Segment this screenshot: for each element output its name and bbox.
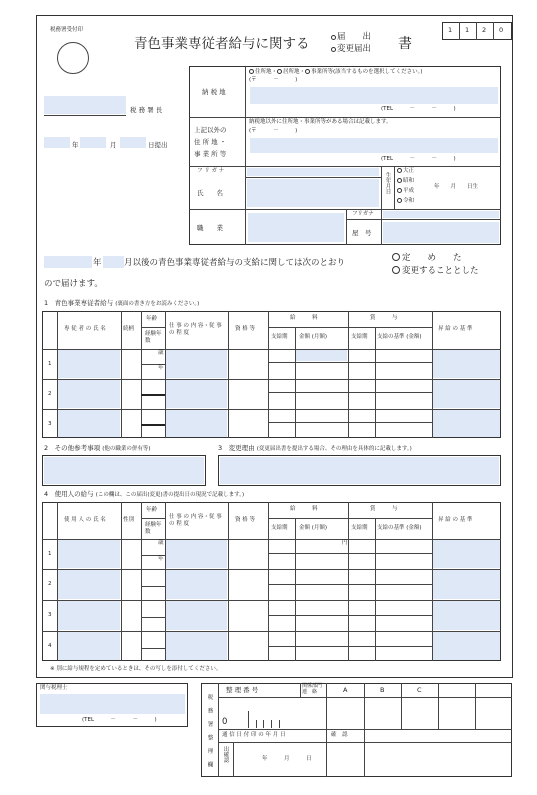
s1-row2-fill[interactable] — [58, 380, 120, 408]
date-day-input[interactable] — [120, 137, 146, 148]
s4-row-number: 1 — [48, 551, 52, 557]
s1-row1-fill[interactable] — [433, 350, 500, 378]
s4-h-salary: 給 料 — [290, 506, 318, 512]
notice-year: 年 — [93, 258, 102, 268]
notice-text: 月以後の青色事業専従者給与の支給に関しては次のとおり — [124, 258, 346, 268]
kakunin-label: 確 認 — [331, 732, 348, 738]
form-code-digit: 1 — [465, 26, 470, 34]
date-year-input[interactable] — [44, 137, 70, 148]
tsushin-label: 通 信 日 付 印 の 年 月 日 — [222, 732, 286, 738]
s1-row-number: 3 — [48, 421, 52, 427]
section1-title: 1 青色事業専従者給与 (裏面の書き方をお読みください。) — [44, 299, 200, 307]
place-options: 住所地・ 居所地・ 事業所等(該当するものを選択してください。) — [249, 69, 423, 76]
s1-row1-fill[interactable] — [166, 350, 227, 378]
other-note: 納税地以外に住所地・事業所等がある場合は記載します。 — [249, 119, 392, 125]
s1-h-bonus-period: 支給期 — [351, 334, 368, 340]
other-address-input[interactable] — [250, 138, 498, 153]
radio-icon — [249, 69, 254, 74]
s4-row3-fill[interactable] — [166, 601, 227, 630]
era-option[interactable]: 大正 — [397, 168, 414, 175]
place-label: 納 税 地 — [202, 88, 226, 96]
s1-row3-fill[interactable] — [433, 410, 500, 437]
s4-row3-fill[interactable] — [58, 601, 120, 630]
s4-h-years: 経験年数 — [145, 522, 162, 535]
era-option[interactable]: 平成 — [397, 188, 414, 195]
s4-row-number: 2 — [48, 581, 52, 587]
occupation-input[interactable] — [248, 213, 344, 242]
col-c: C — [417, 686, 422, 694]
radio-icon — [397, 178, 402, 183]
notice-year-input[interactable] — [44, 256, 92, 268]
s1-row-number: 2 — [48, 391, 52, 397]
s4-h-age: 年齢 — [146, 507, 158, 513]
tax-office-input[interactable] — [44, 96, 126, 114]
date-month-input[interactable] — [80, 137, 106, 148]
s1-h-qual: 資 格 等 — [235, 326, 255, 332]
col-b: B — [380, 686, 385, 694]
radio-icon — [277, 69, 282, 74]
shop-furigana: フリガナ — [352, 211, 374, 217]
s1-row1-fill[interactable] — [296, 350, 347, 361]
section4-title: 4 使用人の給与 (この欄は、この届出(変更)書の提出日の現況で記載します。) — [44, 490, 245, 498]
s4-row3-fill[interactable] — [433, 601, 500, 630]
radio-icon — [331, 47, 336, 52]
radio-icon — [305, 69, 310, 74]
date-day-label: 日提出 — [148, 141, 168, 149]
radio-icon — [392, 266, 400, 274]
s4-row1-fill[interactable] — [433, 540, 500, 568]
notice-tail: ので届けます。 — [44, 279, 103, 289]
s4-h-raise: 昇 給 の 基 準 — [438, 517, 473, 523]
s4-row-number: 4 — [48, 643, 52, 649]
kankei-label: 関係部門連 絡 — [302, 683, 323, 695]
s1-h-relation: 続柄 — [123, 326, 135, 332]
stamp-label: 税務署受付印 — [50, 27, 84, 33]
s4-h-qual: 資 格 等 — [235, 517, 255, 523]
occupation-label: 職 業 — [197, 224, 223, 232]
s1-row1-fill[interactable] — [58, 350, 120, 378]
radio-icon — [397, 198, 402, 203]
shop-label: 屋 号 — [352, 229, 372, 237]
s4-h-amount: 金額 (月額) — [299, 525, 328, 531]
accountant-tel: (TEL － － ) — [82, 717, 157, 723]
birth-ymd: 年 月 日生 — [434, 184, 479, 190]
other-tel: (TEL － － ) — [381, 156, 456, 162]
other-label: 住 所 地 ・ — [194, 138, 227, 146]
s4-row1-fill[interactable] — [58, 540, 120, 568]
s1-h-years: 経験年数 — [145, 331, 162, 344]
s1-h-job: 仕 事 の 内 容・従 事 の 程 度 — [169, 323, 222, 337]
col-a: A — [343, 686, 348, 694]
era-option[interactable]: 令和 — [397, 198, 414, 205]
opt-change-filing[interactable]: 変更届出 — [331, 45, 371, 54]
s4-h-sex: 性別 — [123, 517, 135, 523]
s4-age-unit: 歳 — [158, 540, 164, 546]
date-month-label: 月 — [110, 141, 117, 149]
s4-row4-fill[interactable] — [433, 632, 500, 660]
place-input[interactable] — [250, 87, 498, 104]
s4-year-unit: 年 — [158, 556, 164, 562]
s4-h-name: 使 用 人 の 氏 名 — [64, 517, 106, 523]
shop-furigana-input[interactable] — [383, 211, 499, 218]
shusshin-label: 出確認 — [222, 746, 229, 763]
office-use-side-label: 税務署整理欄 — [206, 694, 213, 775]
radio-icon — [397, 168, 402, 173]
s1-h-amount: 金額 (月額) — [299, 334, 328, 340]
s4-h-job: 仕 事 の 内 容・従 事 の 程 度 — [169, 514, 222, 528]
form-code-digit: 0 — [499, 26, 504, 34]
section2-input[interactable] — [44, 457, 204, 484]
s4-h-pay-period: 支給期 — [271, 525, 288, 531]
s4-h-bonus: 賞 与 — [370, 506, 398, 512]
form-title: 青色事業専従者給与に関する — [134, 36, 310, 52]
other-label: 上記以外の — [194, 126, 227, 134]
place-tel: (TEL － － ) — [381, 106, 456, 112]
name-label: 氏 名 — [197, 189, 223, 197]
other-postal: (〒 － ) — [249, 128, 298, 134]
radio-icon — [392, 253, 400, 261]
ymd-label: 年 月 日 — [262, 756, 312, 762]
name-input[interactable] — [247, 179, 379, 207]
s1-h-pay-period: 支給期 — [271, 334, 288, 340]
date-year-label: 年 — [72, 141, 79, 149]
form-code-digit: 1 — [448, 26, 453, 34]
section3-title: 3 変更理由 (変更届出書を提出する場合、その理由を具体的に記載します。) — [218, 444, 412, 452]
s1-row3-fill[interactable] — [58, 410, 120, 437]
s1-row-number: 1 — [48, 361, 52, 367]
accountant-input[interactable] — [40, 694, 185, 714]
s1-h-age: 年齢 — [146, 316, 158, 322]
furigana-input[interactable] — [247, 168, 379, 176]
other-label: 事 業 所 等 — [194, 150, 227, 158]
place-postal: (〒 － ) — [249, 77, 298, 83]
s4-row2-fill[interactable] — [58, 570, 120, 599]
notice-opt-fixed[interactable]: 定 め た — [392, 253, 462, 263]
form-title-suffix: 書 — [398, 36, 412, 52]
s1-row2-fill[interactable] — [433, 380, 500, 408]
shop-input[interactable] — [383, 222, 499, 243]
s1-h-name: 専 従 者 の 氏 名 — [64, 326, 106, 332]
s4-h-bonus-basis: 支給の基準 (金額) — [377, 525, 422, 531]
s1-year-unit: 年 — [158, 365, 164, 371]
s1-h-salary: 給 料 — [290, 315, 318, 321]
footnote: ※ 別に給与規程を定めているときは、その写しを添付してください。 — [50, 666, 222, 672]
form-code-digit: 2 — [482, 26, 487, 34]
stamp-circle — [57, 42, 89, 74]
s4-row4-fill[interactable] — [58, 632, 120, 660]
radio-icon — [331, 35, 336, 40]
seiri-zero: 0 — [222, 717, 228, 727]
s1-h-raise: 昇 給 の 基 準 — [438, 326, 473, 332]
s1-row3-fill[interactable] — [166, 410, 227, 437]
s4-h-bonus-period: 支給期 — [351, 525, 368, 531]
radio-icon — [397, 188, 402, 193]
era-option[interactable]: 昭和 — [397, 178, 414, 185]
s1-h-bonus-basis: 支給の基準 (金額) — [377, 334, 422, 340]
s1-age-unit: 歳 — [158, 350, 164, 356]
s1-h-bonus: 賞 与 — [370, 315, 398, 321]
section2-title: 2 その他参考事項 (他の職業の併有等) — [44, 444, 151, 452]
s4-row-number: 3 — [48, 612, 52, 618]
s4-yen-unit: 円 — [342, 540, 348, 546]
opt-new-filing[interactable]: 届 出 — [331, 33, 371, 42]
notice-month-input[interactable] — [103, 256, 124, 268]
accountant-label: 関与税理士 — [40, 685, 68, 691]
section3-input[interactable] — [220, 457, 499, 484]
s4-row1-fill[interactable] — [166, 540, 227, 568]
s1-row2-fill[interactable] — [166, 380, 227, 408]
s4-row2-fill[interactable] — [433, 570, 500, 599]
tax-office-suffix: 税 務 署 長 — [130, 106, 163, 114]
furigana-label: フ リ ガ ナ — [197, 168, 225, 174]
birth-label: 生年月日 — [384, 172, 391, 194]
s4-row2-fill[interactable] — [166, 570, 227, 599]
notice-opt-changed[interactable]: 変更することとした — [392, 266, 479, 276]
seiri-label: 整 理 番 号 — [226, 686, 259, 694]
s4-row4-fill[interactable] — [166, 632, 227, 660]
